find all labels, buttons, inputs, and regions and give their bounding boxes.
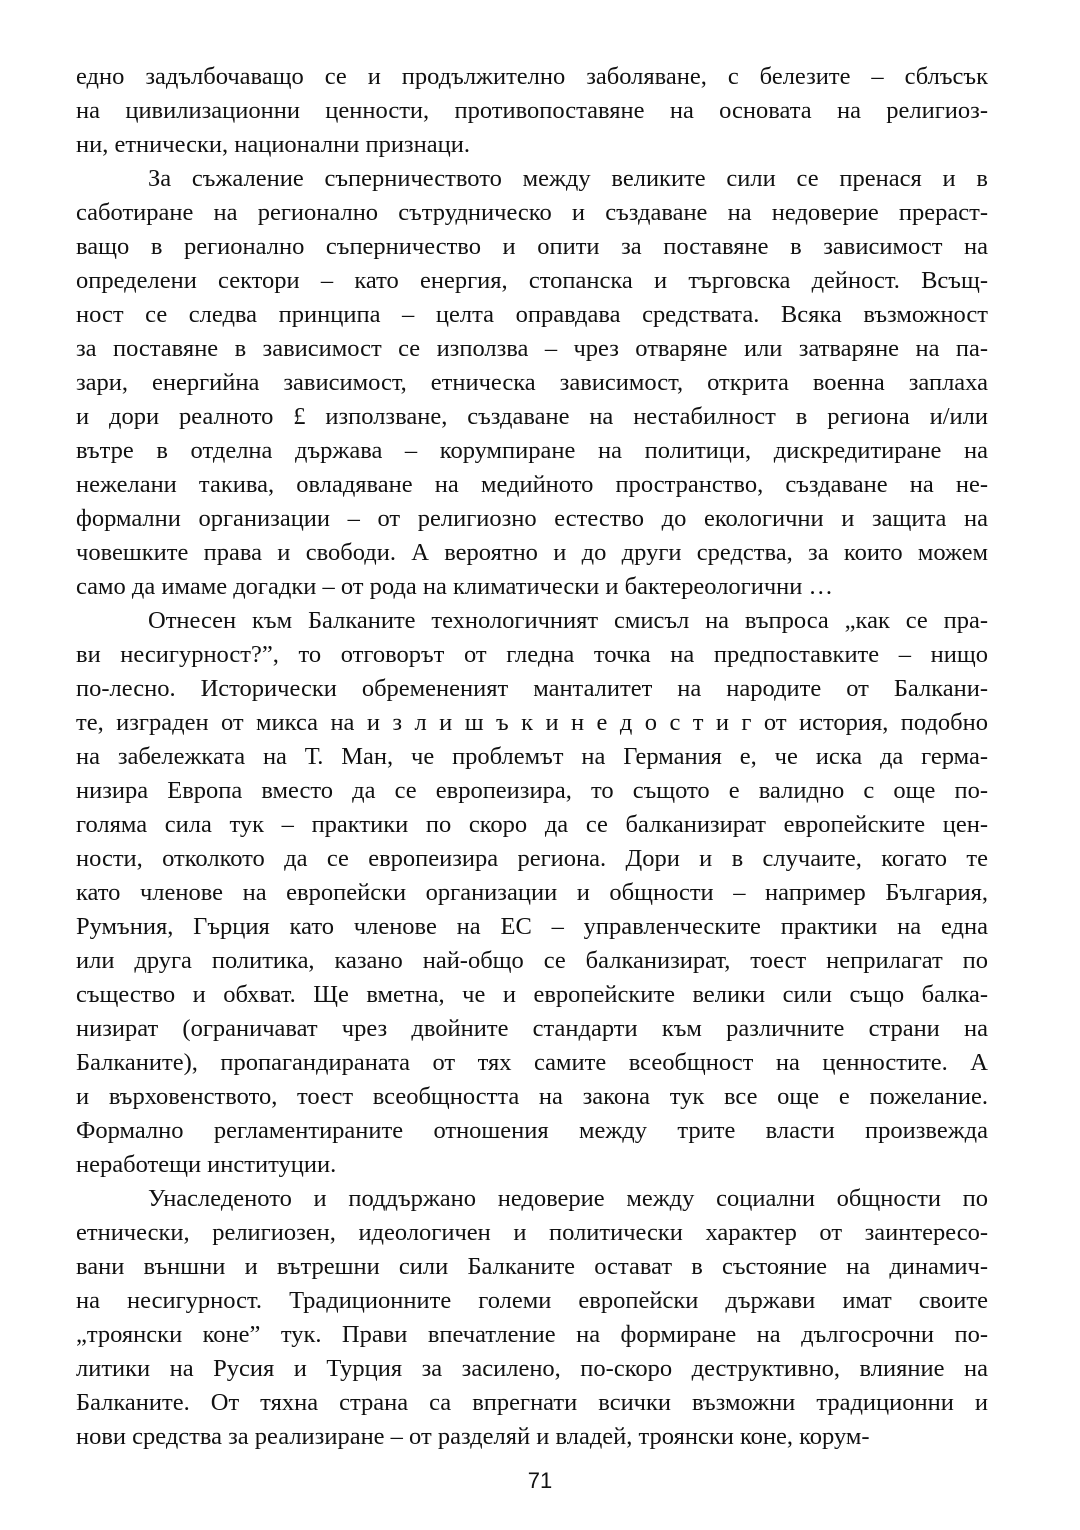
text-line: ни, етнически, национални признаци. [76,131,470,158]
text-line: едно задълбочаващо се и продължително заболяване, с белезите – сблъсък [76,63,988,90]
paragraph [76,604,988,1182]
text-line: голяма сила тук – практики по скоро да се балканизират европейските цен- [76,811,988,838]
text-line: същество и обхват. Ще вметна, че и европейските велики сили също балка- [76,981,988,1008]
paragraph [76,60,988,162]
paragraph [76,162,988,604]
text-line: формални организации – от религиозно естество до екологични и защита на [76,505,988,532]
text-line: Унаследеното и поддържано недоверие между социални общности по [148,1185,988,1212]
text-line: на цивилизационни ценности, противопоставяне на основата на религиоз- [76,97,988,124]
text-line: по-лесно. Исторически обремененият манталитет на народите от Балкани- [76,675,988,702]
text-line: и дори реалното £ използване, създаване на нестабилност в региона и/или [76,403,988,430]
text-line: низира Европа вместо да се европеизира, то същото е валидно с още по- [76,777,988,804]
text-line: определени сектори – като енергия, стопанска и търговска дейност. Всъщ- [76,267,988,294]
text-line: неработещи институции. [76,1151,337,1178]
text-line: „троянски коне” тук. Прави впечатление на формиране на дългосрочни по- [76,1321,988,1348]
page-number: 71 [527,1468,553,1493]
text-line: Формално регламентираните отношения между трите власти произвежда [76,1117,988,1144]
text-line: вани външни и вътрешни сили Балканите остават в състояние на динамич- [76,1253,988,1280]
text-line: вътре в отделна държава – корумпиране на политици, дискредитиране на [76,437,988,464]
text-line: нежелани такива, овладяване на медийното пространство, създаване на не- [76,471,988,498]
text-line: и върховенството, тоест всеобщността на закона тук все още е пожелание. [76,1083,988,1110]
paragraph [76,1182,988,1454]
text-line: за поставяне в зависимост се използва – чрез отваряне или затваряне на па- [76,335,988,362]
text-line: или друга политика, казано най-общо се балканизират, тоест неприлагат по [76,947,988,974]
text-line: на забележката на Т. Ман, че проблемът на Германия е, че иска да герма- [76,743,988,770]
text-line: ности, отколкото да се европеизира региона. Дори и в случаите, когато те [76,845,988,872]
text-line: литики на Русия и Турция за засилено, по-скоро деструктивно, влияние на [76,1355,988,1382]
text-line: низират (ограничават чрез двойните стандарти към различните страни на [76,1015,988,1042]
text-line: Отнесен към Балканите технологичният смисъл на въпроса „как се пра- [148,607,988,634]
text-line: етнически, религиозен, идеологичен и политически характер от заинтересо- [76,1219,988,1246]
text-line: зари, енергийна зависимост, етническа зависимост, открита военна заплаха [76,369,988,396]
text-line: За съжаление съперничеството между великите сили се пренася и в [148,165,988,192]
text-line: на несигурност. Традиционните големи европейски държави имат своите [76,1287,988,1314]
text-line: човешките права и свободи. А вероятно и до други средства, за които можем [76,539,988,566]
text-line: Балканите. От тяхна страна са впрегнати всички възможни традиционни и [76,1389,988,1416]
text-line: ващо в регионално съперничество и опити за поставяне в зависимост на [76,233,988,260]
text-line: нови средства за реализиране – от разделяй и владей, троянски коне, корум- [76,1423,870,1450]
text-line: Балканите), пропагандираната от тях самите всеобщност на ценностите. А [76,1049,988,1076]
text-line: саботиране на регионално сътрудническо и създаване на недоверие прераст- [76,199,988,226]
text-line: като членове на европейски организации и общности – например България, [76,879,988,906]
document-page [76,60,988,1454]
text-line: ви несигурност?”, то отговорът от гледна точка на предпоставките – нищо [76,641,988,668]
text-line: Румъния, Гърция като членове на ЕС – управленческите практики на една [76,913,988,940]
text-line: ност се следва принципа – целта оправдава средствата. Всяка възможност [76,301,988,328]
text-line: те, изграден от микса на и з л и ш ъ к и н е д о с т и г от история, подобно [76,709,988,736]
text-line: само да имаме догадки – от рода на климатически и бактереологични … [76,573,834,600]
